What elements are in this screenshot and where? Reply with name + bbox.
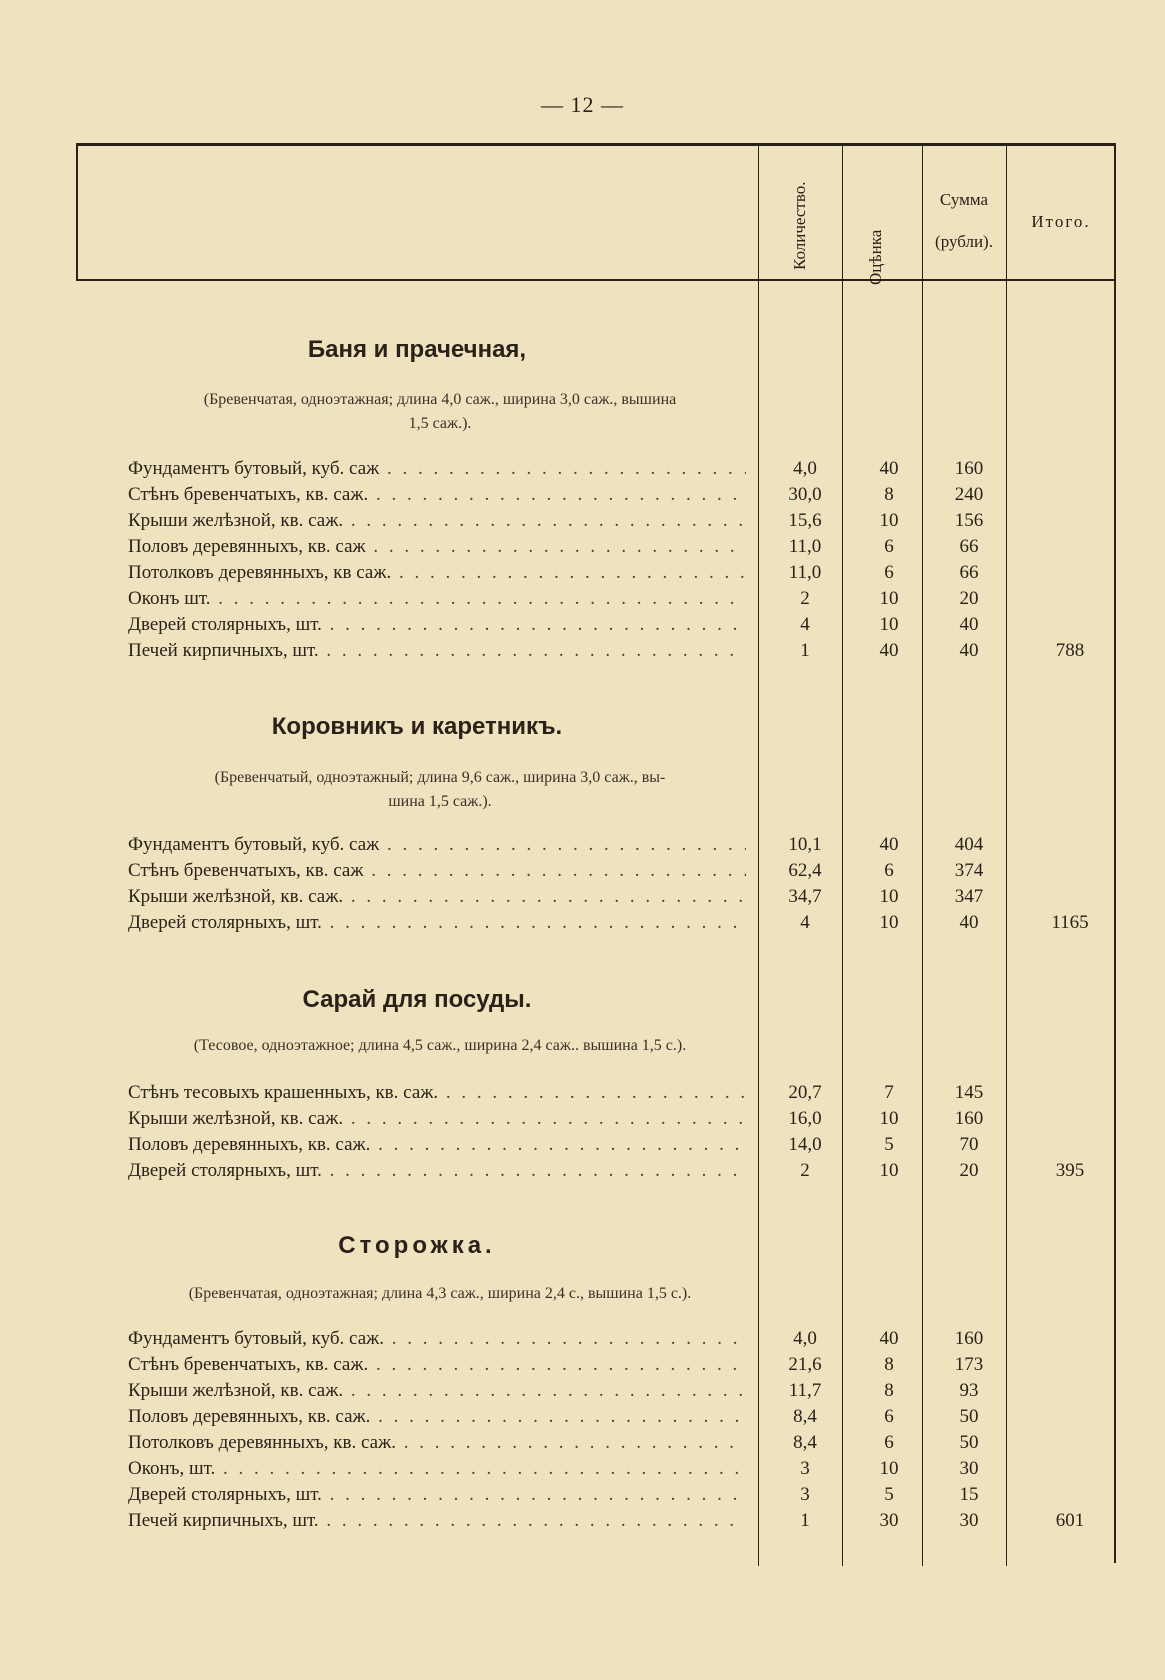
item-quantity: 10,1	[788, 834, 822, 855]
item-sum: 70	[959, 1134, 979, 1155]
header-sum-line2: (рубли).	[935, 232, 993, 251]
item-rate: 5	[884, 1134, 894, 1155]
item-quantity: 62,4	[788, 860, 822, 881]
item-rate: 40	[879, 458, 899, 479]
item-name: Оконъ, шт. . . .	[128, 1458, 746, 1480]
table-row	[0, 1354, 1165, 1380]
item-rate: 40	[879, 640, 899, 661]
item-quantity: 21,6	[788, 1354, 822, 1375]
table-row	[0, 640, 1165, 666]
item-sum: 173	[954, 1354, 984, 1375]
table-row	[0, 912, 1165, 938]
section-description-line: (Тесовое, одноэтажное; длина 4,5 саж., ширина 2,4 саж.. вышина 1,5 с.).	[193, 1037, 687, 1054]
item-quantity: 34,7	[788, 886, 822, 907]
table-row	[0, 1458, 1165, 1484]
item-sum: 40	[959, 640, 979, 661]
table-row	[0, 860, 1165, 886]
item-rate: 5	[884, 1484, 894, 1505]
item-rate: 40	[879, 834, 899, 855]
item-quantity: 2	[800, 588, 810, 609]
section-description	[120, 766, 760, 814]
table-row	[0, 1328, 1165, 1354]
item-name: Стѣнъ бревенчатыхъ, кв. саж. . . .	[128, 484, 746, 506]
section-title: Баня и прачечная,	[307, 336, 527, 363]
item-rate: 6	[884, 1406, 894, 1427]
item-name: Стѣнъ бревенчатыхъ, кв. саж. . . .	[128, 1354, 746, 1376]
item-name: Стѣнъ бревенчатыхъ, кв. саж . . .	[128, 860, 746, 882]
section-title: Коровникъ и каретникъ.	[271, 713, 563, 740]
item-total: 1165	[1051, 912, 1089, 933]
item-sum: 156	[954, 510, 984, 531]
table-row	[0, 614, 1165, 640]
item-rate: 10	[879, 886, 899, 907]
item-rate: 7	[884, 1082, 894, 1103]
table-row	[0, 484, 1165, 510]
item-sum: 40	[959, 614, 979, 635]
section-description-line: (Бревенчатая, одноэтажная; длина 4,0 саж., ширина 3,0 саж., вышина	[203, 391, 677, 408]
table-row	[0, 1134, 1165, 1160]
item-rate: 10	[879, 588, 899, 609]
section-title: Сарай для посуды.	[302, 986, 532, 1013]
item-name: Половъ деревянныхъ, кв. саж. . . .	[128, 1406, 746, 1428]
item-sum: 160	[954, 458, 984, 479]
item-quantity: 8,4	[793, 1432, 817, 1453]
item-rate: 10	[879, 1108, 899, 1129]
table-row	[0, 834, 1165, 860]
item-sum: 40	[959, 912, 979, 933]
item-name: Дверей столярныхъ, шт. . . .	[128, 614, 746, 636]
item-quantity: 11,7	[788, 1380, 822, 1401]
item-sum: 30	[959, 1458, 979, 1479]
item-total: 395	[1055, 1160, 1085, 1181]
header-bottom-rule	[76, 279, 1116, 281]
item-name: Печей кирпичныхъ, шт. . . .	[128, 1510, 746, 1532]
item-sum: 160	[954, 1328, 984, 1349]
item-rate: 6	[884, 1432, 894, 1453]
table-row	[0, 458, 1165, 484]
item-sum: 50	[959, 1432, 979, 1453]
header-sum-line1: Сумма	[939, 190, 989, 209]
section-description-line: (Бревенчатый, одноэтажный; длина 9,6 саж., ширина 3,0 саж., вы-	[214, 769, 666, 786]
item-name: Дверей столярныхъ, шт. . . .	[128, 1484, 746, 1506]
item-quantity: 20,7	[788, 1082, 822, 1103]
section-description	[120, 1282, 760, 1306]
item-rate: 10	[879, 510, 899, 531]
item-sum: 404	[954, 834, 984, 855]
item-quantity: 4	[800, 912, 810, 933]
table-row	[0, 886, 1165, 912]
item-sum: 50	[959, 1406, 979, 1427]
table-row	[0, 1160, 1165, 1186]
header-total: Итого.	[1031, 212, 1091, 231]
table-row	[0, 1108, 1165, 1134]
table-row	[0, 510, 1165, 536]
item-name: Дверей столярныхъ, шт. . . .	[128, 912, 746, 934]
item-quantity: 14,0	[788, 1134, 822, 1155]
item-rate: 8	[884, 484, 894, 505]
item-quantity: 1	[800, 1510, 810, 1531]
item-quantity: 16,0	[788, 1108, 822, 1129]
item-rate: 40	[879, 1328, 899, 1349]
item-quantity: 4,0	[793, 1328, 817, 1349]
item-name: Фундаментъ бутовый, куб. саж . . .	[128, 834, 746, 856]
table-left-border	[76, 143, 78, 281]
section-description	[120, 1034, 760, 1058]
item-name: Потолковъ деревянныхъ, кв. саж. . . .	[128, 1432, 746, 1454]
item-rate: 10	[879, 1160, 899, 1181]
item-rate: 8	[884, 1380, 894, 1401]
item-quantity: 1	[800, 640, 810, 661]
item-sum: 30	[959, 1510, 979, 1531]
item-name: Крыши желѣзной, кв. саж. . . .	[128, 886, 746, 908]
item-quantity: 8,4	[793, 1406, 817, 1427]
table-row	[0, 536, 1165, 562]
item-quantity: 11,0	[788, 536, 822, 557]
item-name: Фундаментъ бутовый, куб. саж. . . .	[128, 1328, 746, 1350]
item-name: Половъ деревянныхъ, кв. саж . . .	[128, 536, 746, 558]
section-description-line: (Бревенчатая, одноэтажная; длина 4,3 саж., ширина 2,4 с., вышина 1,5 с.).	[188, 1285, 692, 1302]
item-rate: 10	[879, 1458, 899, 1479]
item-quantity: 30,0	[788, 484, 822, 505]
item-name: Фундаментъ бутовый, куб. саж . . .	[128, 458, 746, 480]
section-description-line: шина 1,5 саж.).	[388, 793, 492, 810]
item-name: Крыши желѣзной, кв. саж. . . .	[128, 1380, 746, 1402]
header-rate: Оцѣнка	[866, 229, 885, 285]
item-total: 788	[1055, 640, 1085, 661]
item-name: Оконъ шт. . . .	[128, 588, 746, 610]
item-name: Крыши желѣзной, кв. саж. . . .	[128, 510, 746, 532]
item-sum: 20	[959, 1160, 979, 1181]
item-rate: 10	[879, 912, 899, 933]
table-row	[0, 1510, 1165, 1536]
item-quantity: 4	[800, 614, 810, 635]
item-total: 601	[1055, 1510, 1085, 1531]
table-top-rule	[76, 143, 1116, 146]
item-rate: 8	[884, 1354, 894, 1375]
item-name: Дверей столярныхъ, шт. . . .	[128, 1160, 746, 1182]
item-name: Печей кирпичныхъ, шт. . . .	[128, 640, 746, 662]
item-sum: 145	[954, 1082, 984, 1103]
table-row	[0, 562, 1165, 588]
item-quantity: 4,0	[793, 458, 817, 479]
item-sum: 240	[954, 484, 984, 505]
item-quantity: 15,6	[788, 510, 822, 531]
item-sum: 15	[959, 1484, 979, 1505]
table-row	[0, 1432, 1165, 1458]
item-name: Стѣнъ тесовыхъ крашенныхъ, кв. саж. . . .	[128, 1082, 746, 1104]
item-sum: 66	[959, 562, 979, 583]
item-quantity: 2	[800, 1160, 810, 1181]
item-rate: 6	[884, 860, 894, 881]
item-sum: 66	[959, 536, 979, 557]
section-description	[120, 388, 760, 436]
item-sum: 347	[954, 886, 984, 907]
table-row	[0, 588, 1165, 614]
item-name: Потолковъ деревянныхъ, кв саж. . . .	[128, 562, 746, 584]
item-sum: 93	[959, 1380, 979, 1401]
item-name: Половъ деревянныхъ, кв. саж. . . .	[128, 1134, 746, 1156]
item-name: Крыши желѣзной, кв. саж. . . .	[128, 1108, 746, 1130]
header-quantity: Количество.	[790, 181, 809, 270]
section-description-line: 1,5 саж.).	[408, 415, 472, 432]
section-title: Сторожка.	[338, 1232, 496, 1259]
item-quantity: 3	[800, 1484, 810, 1505]
item-sum: 160	[954, 1108, 984, 1129]
item-sum: 374	[954, 860, 984, 881]
item-rate: 30	[879, 1510, 899, 1531]
item-quantity: 11,0	[788, 562, 822, 583]
item-rate: 6	[884, 562, 894, 583]
item-sum: 20	[959, 588, 979, 609]
table-row	[0, 1082, 1165, 1108]
table-row	[0, 1484, 1165, 1510]
page-number: — 12 —	[541, 92, 624, 117]
table-row	[0, 1380, 1165, 1406]
item-quantity: 3	[800, 1458, 810, 1479]
item-rate: 6	[884, 536, 894, 557]
table-row	[0, 1406, 1165, 1432]
item-rate: 10	[879, 614, 899, 635]
